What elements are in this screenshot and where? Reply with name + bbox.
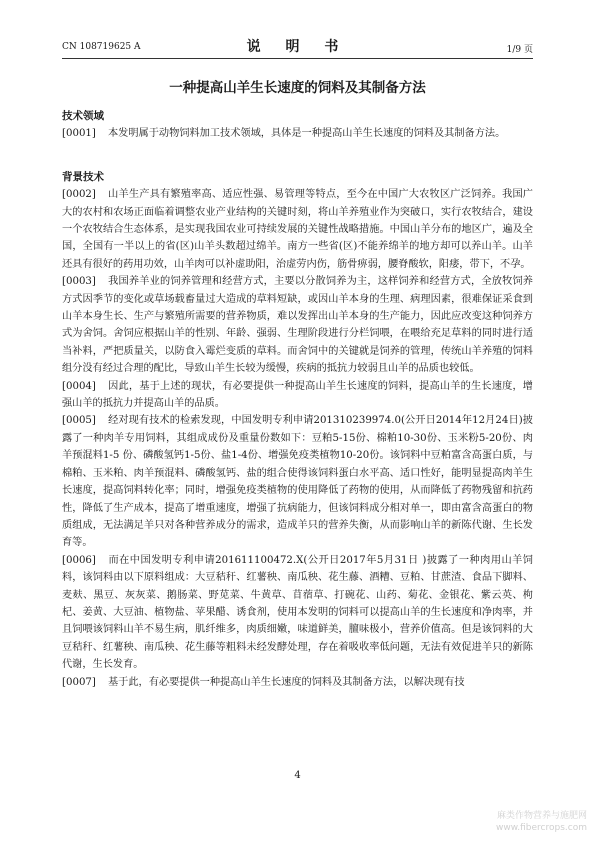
watermark-url: www.fibercrops.com — [496, 823, 587, 833]
paragraph-text: 我国养羊业的饲养管理和经营方式，主要以分散饲养为主，这样饲养和经营方式，全放牧饲养方式因季节的变化或草场载畜量过大造成的草料短缺，或因山羊本身的生理、病理因素，很难保证采食到山羊本身生长、生产与繁殖所需要的营养物质，难以发挥出山羊本身的生产能力，因此应改变这种饲养方式为舍饲。舍饲应根据山羊的性别、年龄、强弱、生理阶段进行分栏饲喂，在喂给充足草料的同时进行适当补料，严把质量关，以防食入霉烂变质的草料。而舍饲中的关键就是饲养的管理，传统山羊养殖的饲料组分没有经过合理的配比，导致山羊生长较为缓慢，疾病的抵抗力较弱且山羊的品质也较低。 — [62, 276, 533, 375]
paragraph-number: [0002] — [62, 189, 96, 201]
paragraph-number: [0005] — [62, 415, 96, 427]
document-type: 说 明 书 — [246, 39, 349, 55]
paragraph-0007 — [62, 674, 533, 691]
paragraph-number: [0007] — [62, 676, 96, 688]
paragraph-text: 山羊生产具有繁殖率高、适应性强、易管理等特点，至今在中国广大农牧区广泛饲养。我国广大的农村和农场正面临着调整农业产业结构的关键时刻，将山羊养殖业作为突破口，实行农牧结合，建设一个农牧结合生态体系，是实现我国农业可持续发展的关键性战略措施。中国山羊分布的地区广，遍及全国，全国有一半以上的省(区)山羊头数超过绵羊。南方一些省(区)不能养绵羊的地方却可以养山羊。山羊还具有很好的药用功效，山羊肉可以补虚助阳，治虚劳内伤，筋骨痹弱，腰脊酸软，阳痿，带下，不孕。 — [62, 189, 533, 270]
document-title: 一种提高山羊生长速度的饲料及其制备方法 — [169, 80, 426, 96]
paragraph-text: 因此，基于上述的现状，有必要提供一种提高山羊生长速度的饲料，提高山羊的生长速度，增强山羊的抵抗力并提高山羊的品质。 — [62, 380, 533, 410]
section-heading-field: 技术领域 — [62, 110, 104, 122]
header-divider — [62, 58, 533, 59]
patent-number: CN 108719625 A — [62, 42, 141, 52]
paragraph-text: 本发明属于动物饲料加工技术领域，具体是一种提高山羊生长速度的饲料及其制备方法。 — [108, 128, 506, 140]
paragraph-0002 — [62, 186, 533, 273]
paragraph-number: [0001] — [62, 128, 96, 140]
page-of-indicator: 1/9 页 — [506, 45, 533, 55]
paragraph-number: [0003] — [62, 276, 96, 288]
paragraph-text: 经对现有技术的检索发现，中国发明专利申请201310239974.0(公开日2014年12月24日)披露了一种肉羊专用饲料，其组成成份及重量份数如下：豆粕5-15份、棉粕10-30份、玉米粉5-20份、肉羊预混料1-5 份、磷酸氢钙1-5份、盐1-4份、增强免疫类植物10-20份。该饲料中豆粕富含高蛋白质，与棉粕、玉米粕、肉羊预混料、磷酸氢钙、盐的组合使得该饲料蛋白水平高、适口性好，能明显提高肉羊生长速度，提高饲料转化率；同时，增强免疫类植物的使用降低了药物的使用，从而降低了药物残留和抗药性，降低了生产成本，提高了增重速度，增强了抗病能力，但该饲料成分相对单一，即由富含高蛋白的物质组成，无法满足羊只对各种营养成分的需求，造成羊只的营养失衡，从而影响山羊的新陈代谢、生长发育等。 — [62, 415, 533, 549]
paragraph-number: [0006] — [62, 554, 96, 566]
section-spacer — [62, 143, 533, 169]
paragraph-0006 — [62, 552, 533, 674]
site-watermark — [496, 810, 587, 834]
paragraph-text: 而在中国发明专利申请201611100472.X(公开日2017年5月31日 )披露了一种肉用山羊饲料，该饲料由以下原料组成：大豆秸秆、红薯秧、南瓜秧、花生藤、酒糟、豆粕、甘蔗渣、食品下脚料、麦麸、黑豆、灰灰菜、鹅肠菜、野苋菜、牛黄草、苜蓿草、打碗花、山药、菊花、金银花、紫云英、枸杞、姜黄、大豆油、植物盐、苹果醋、诱食剂，使用本发明的饲料可以提高山羊的生长速度和净肉率，并且饲喂该饲料山羊不易生病，肌纤维多，肉质细嫩，味道鲜美，膻味极小，营养价值高。但是该饲料的大豆秸秆、红薯秧、南瓜秧、花生藤等粗料未经发酵处理，存在着吸收率低问题，无法有效促进羊只的新陈代谢，生长发育。 — [62, 554, 533, 671]
paragraph-0001 — [62, 125, 533, 142]
document-body — [62, 108, 533, 691]
paragraph-0003 — [62, 273, 533, 377]
watermark-site-name: 麻类作物营养与施肥网 — [496, 811, 587, 821]
page-header — [62, 36, 533, 54]
paragraph-text: 基于此，有必要提供一种提高山羊生长速度的饲料及其制备方法，以解决现有技 — [108, 676, 465, 688]
section-heading-background: 背景技术 — [62, 170, 104, 183]
paragraph-0004 — [62, 378, 533, 413]
page-number: 4 — [294, 770, 301, 781]
paragraph-number: [0004] — [62, 380, 96, 392]
paragraph-0005 — [62, 412, 533, 551]
